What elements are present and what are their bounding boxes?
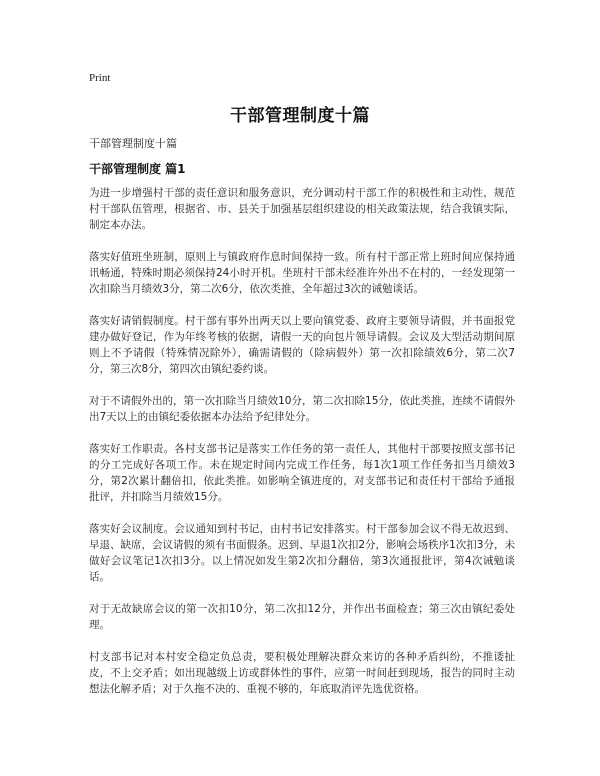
document-subtitle: 干部管理制度十篇 — [89, 137, 177, 150]
section-heading: 干部管理制度 篇1 — [89, 162, 186, 176]
paragraph: 村支部书记对本村安全稳定负总责，要积极处理解决群众来访的各种矛盾纠纷，不推诿扯皮，不上交矛盾；如出现越级上访或群体性的事件，应第一时间赶到现场，报告的同时主动想法化解矛盾；对于久拖不决的、重视不够的，年底取消评先选优资格。 — [89, 651, 515, 695]
page-title: 干部管理制度十篇 — [230, 106, 370, 126]
paragraph: 对于不请假外出的，第一次扣除当月绩效10分，第二次扣除15分，依此类推，连续不请假外出7天以上的由镇纪委依据本办法给予纪律处分。 — [89, 395, 515, 423]
paragraph: 落实好值班坐班制，原则上与镇政府作息时间保持一致。所有村干部正常上班时间应保持通讯畅通，特殊时期必须保持24小时开机。坐班村干部未经准许外出不在村的，一经发现第一次扣除当月绩效3分，第二次6分，依次类推，全年超过3次的诫勉谈话。 — [89, 251, 515, 295]
print-link[interactable]: Print — [89, 72, 111, 84]
paragraph: 落实好会议制度。会议通知到村书记，由村书记安排落实。村干部参加会议不得无故迟到、早退、缺席，会议请假的须有书面假条。迟到、早退1次扣2分，影响会场秩序1次扣3分，未做好会议笔记1次扣3分。以上情况如发生第2次扣分翻倍，第3次通报批评，第4次诫勉谈话。 — [89, 523, 515, 583]
paragraph: 为进一步增强村干部的责任意识和服务意识，充分调动村干部工作的积极性和主动性，规范村干部队伍管理，根据省、市、县关于加强基层组织建设的相关政策法规，结合我镇实际，制定本办法。 — [89, 187, 515, 231]
paragraph: 落实好工作职责。各村支部书记是落实工作任务的第一责任人，其他村干部要按照支部书记的分工完成好各项工作。未在规定时间内完成工作任务，每1次1项工作任务扣当月绩效3分，第2次累计翻倍扣，依此类推。如影响全镇进度的，对支部书记和责任村干部给予通报批评，并扣除当月绩效15分。 — [89, 443, 515, 503]
article-body — [89, 185, 515, 713]
paragraph: 落实好请销假制度。村干部有事外出两天以上要向镇党委、政府主要领导请假，并书面报党建办做好登记，作为年终考核的依据，请假一天的向包片领导请假。会议及大型活动期间原则上不予请假（特殊情况除外），确需请假的（除病假外）第一次扣除绩效6分，第二次7分，第三次8分，第四次由镇纪委约谈。 — [89, 315, 515, 375]
paragraph: 对于无故缺席会议的第一次扣10分，第二次扣12分，并作出书面检查；第三次由镇纪委处理。 — [89, 603, 515, 631]
